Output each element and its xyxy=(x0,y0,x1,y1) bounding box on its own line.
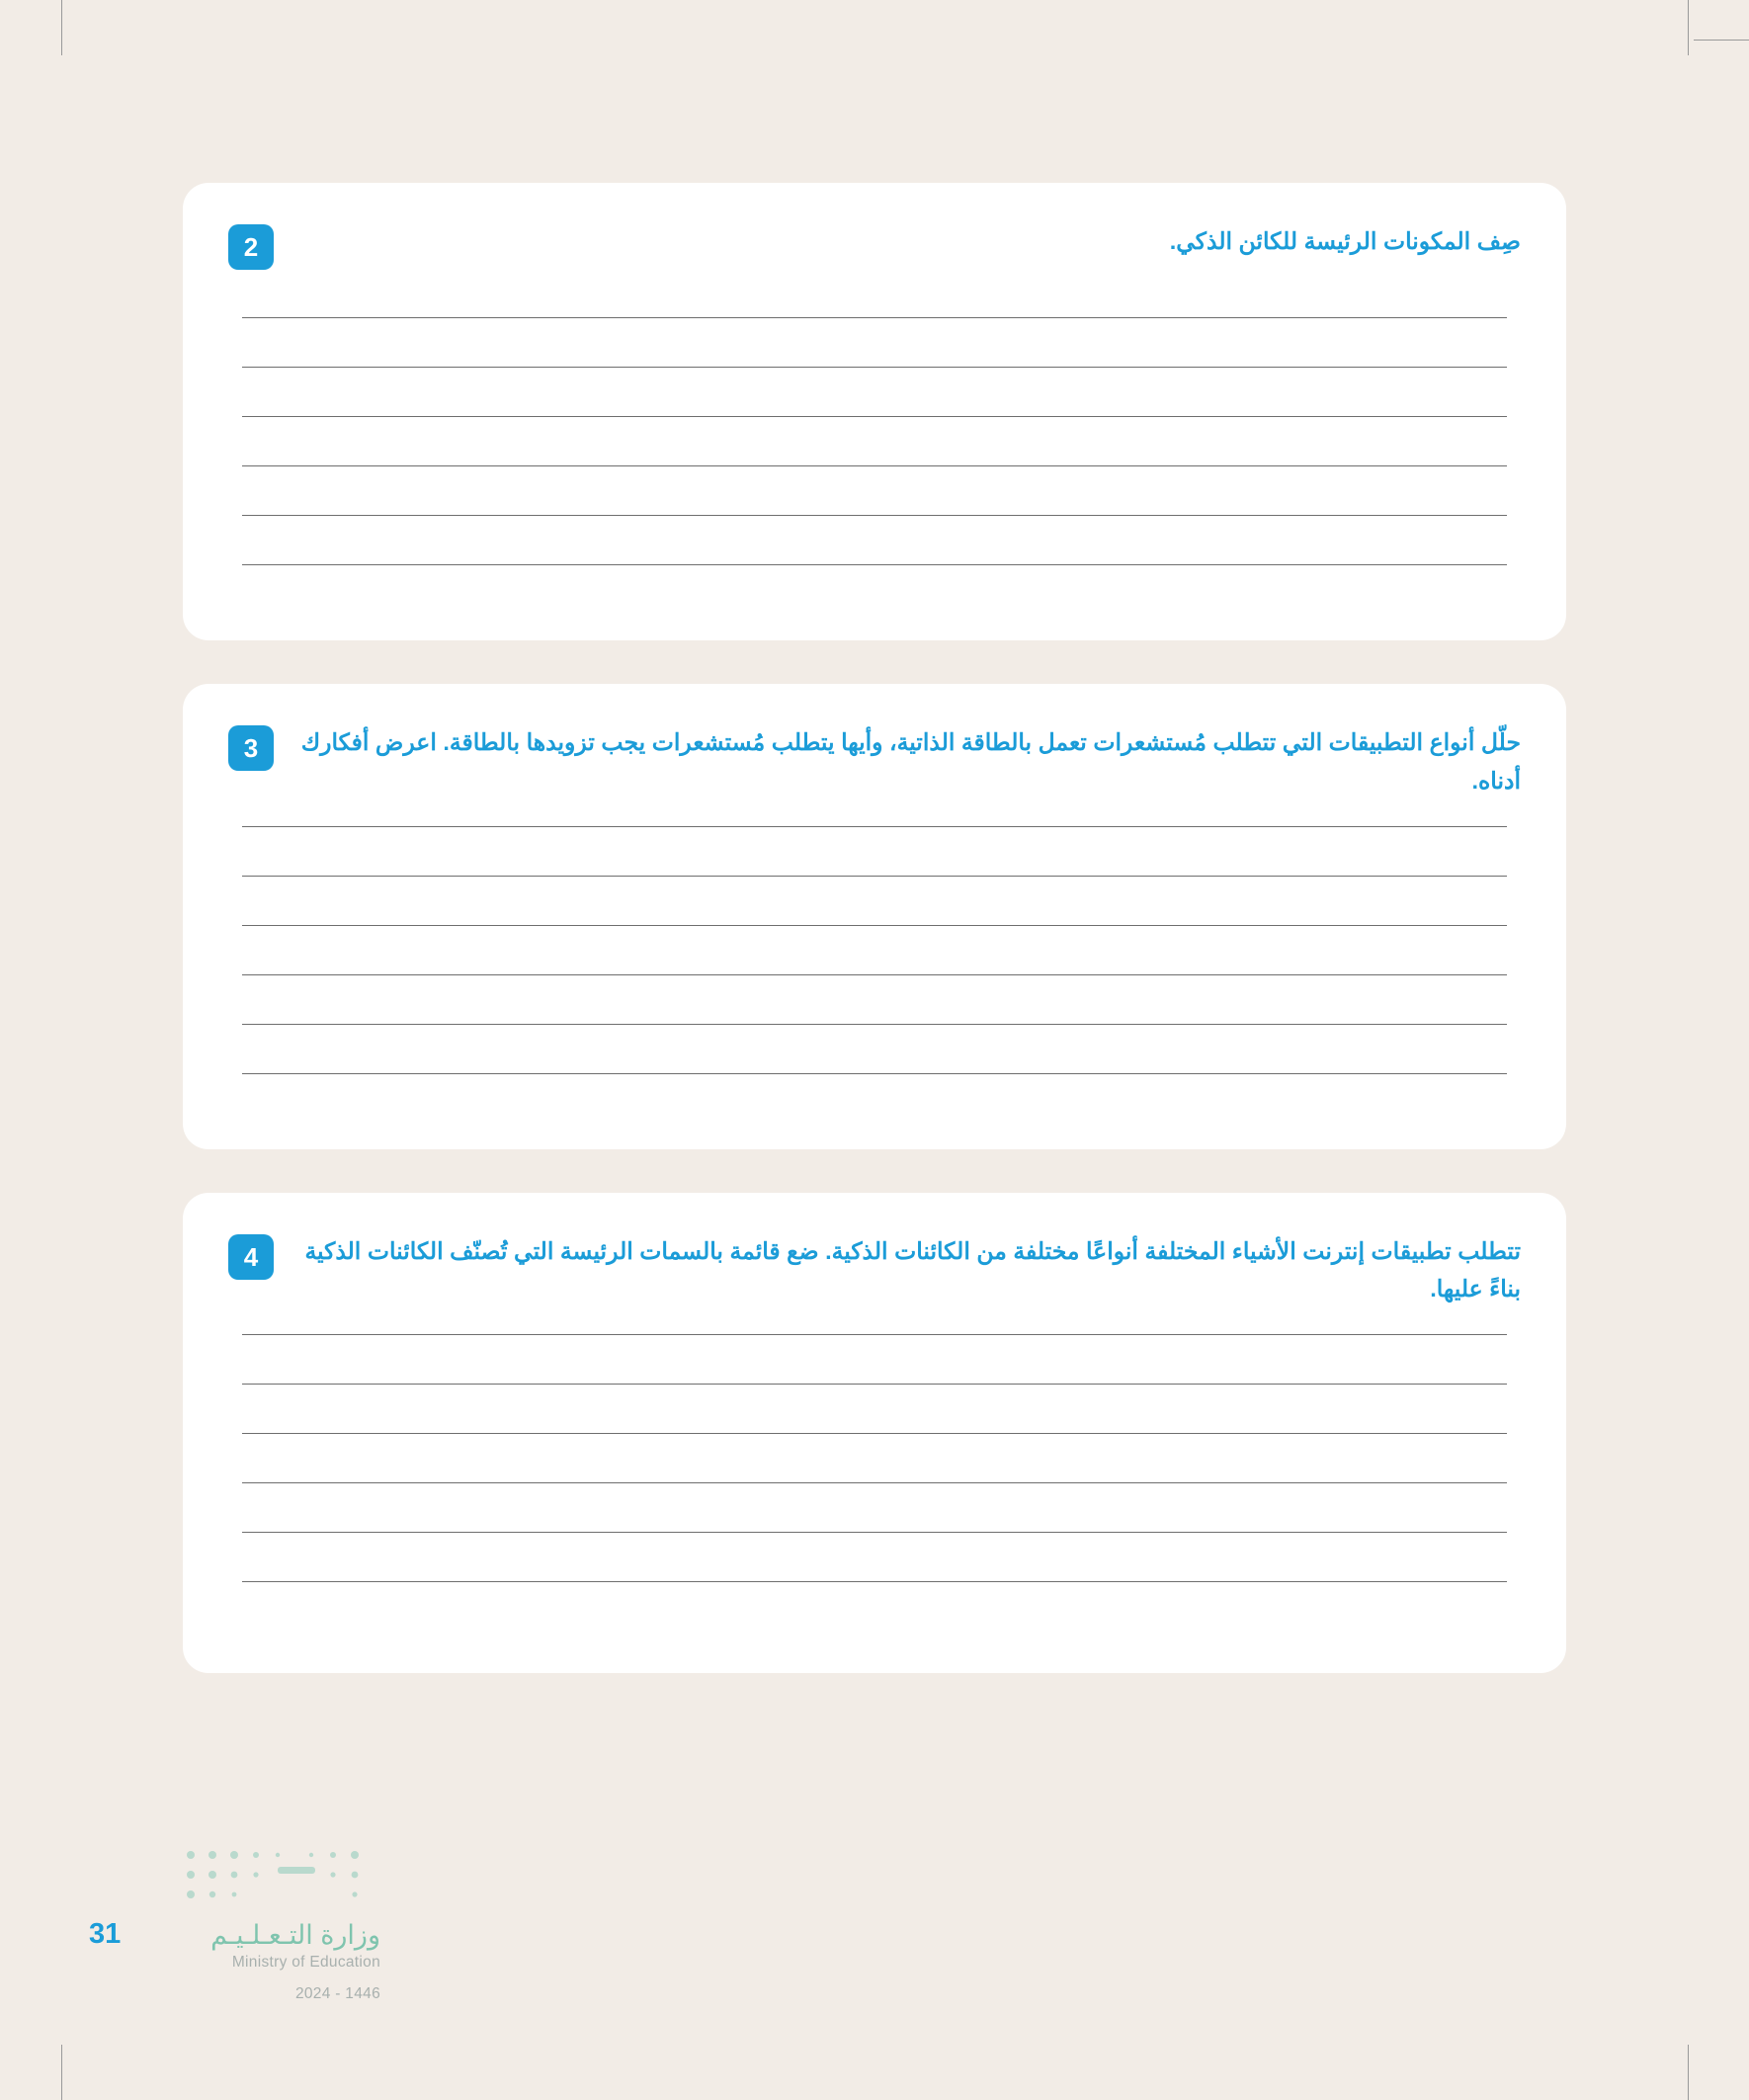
crop-mark-top-left-vertical xyxy=(61,0,62,55)
crop-mark-bottom-right-vertical xyxy=(1688,2045,1689,2100)
answer-line[interactable] xyxy=(242,974,1507,975)
answer-line[interactable] xyxy=(242,465,1507,466)
question-header-4 xyxy=(228,1232,1521,1309)
question-header-2 xyxy=(228,222,1521,270)
question-card-4 xyxy=(183,1193,1566,1674)
answer-line[interactable] xyxy=(242,876,1507,877)
answer-line[interactable] xyxy=(242,416,1507,417)
page-number: 31 xyxy=(89,1918,122,1950)
answer-line[interactable] xyxy=(242,1532,1507,1533)
question-text-2: صِف المكونات الرئيسة للكائن الذكي. xyxy=(1169,228,1521,254)
crop-mark-top-right-horizontal xyxy=(1694,40,1749,41)
answer-line[interactable] xyxy=(242,515,1507,516)
answer-line[interactable] xyxy=(242,1482,1507,1483)
question-text-3: حلّل أنواع التطبيقات التي تتطلب مُستشعرات تعمل بالطاقة الذاتية، وأيها يتطلب مُستشعرات يجب تزويدها بالطاقة. اعرض أفكارك أدناه. xyxy=(300,729,1521,794)
answer-lines-3[interactable] xyxy=(228,826,1521,1074)
crop-mark-bottom-left-vertical xyxy=(61,2045,62,2100)
answer-line[interactable] xyxy=(242,925,1507,926)
answer-line[interactable] xyxy=(242,1024,1507,1025)
question-number-badge-3: 3 xyxy=(228,725,274,771)
answer-line[interactable] xyxy=(242,1581,1507,1582)
answer-line[interactable] xyxy=(242,1433,1507,1434)
question-card-2 xyxy=(183,183,1566,640)
answer-lines-4[interactable] xyxy=(228,1334,1521,1582)
ministry-year: 2024 - 1446 xyxy=(294,1985,380,2002)
answer-line[interactable] xyxy=(242,367,1507,368)
answer-line[interactable] xyxy=(242,826,1507,827)
answer-line[interactable] xyxy=(242,1384,1507,1385)
ministry-name-arabic: وزارة التـعـلـيـم xyxy=(210,1920,380,1950)
ministry-dots-decoration xyxy=(183,1845,380,1914)
question-header-3 xyxy=(228,723,1521,800)
crop-mark-top-right-vertical xyxy=(1688,0,1689,55)
question-card-3 xyxy=(183,684,1566,1149)
page-footer xyxy=(89,1845,504,2013)
question-number-badge-4: 4 xyxy=(228,1234,274,1280)
questions-container xyxy=(183,183,1566,1717)
answer-line[interactable] xyxy=(242,1334,1507,1335)
ministry-name-english: Ministry of Education xyxy=(231,1954,380,1971)
question-number-badge-2: 2 xyxy=(228,224,274,270)
ministry-logo xyxy=(183,1922,380,2003)
answer-lines-2[interactable] xyxy=(228,303,1521,565)
answer-line[interactable] xyxy=(242,1073,1507,1074)
question-text-4: تتطلب تطبيقات إنترنت الأشياء المختلفة أنواعًا مختلفة من الكائنات الذكية. ضع قائمة بالسمات الرئيسة التي تُصنّف الكائنات الذكية بناءً عليها. xyxy=(304,1237,1521,1302)
answer-line[interactable] xyxy=(242,317,1507,318)
answer-line[interactable] xyxy=(242,564,1507,565)
